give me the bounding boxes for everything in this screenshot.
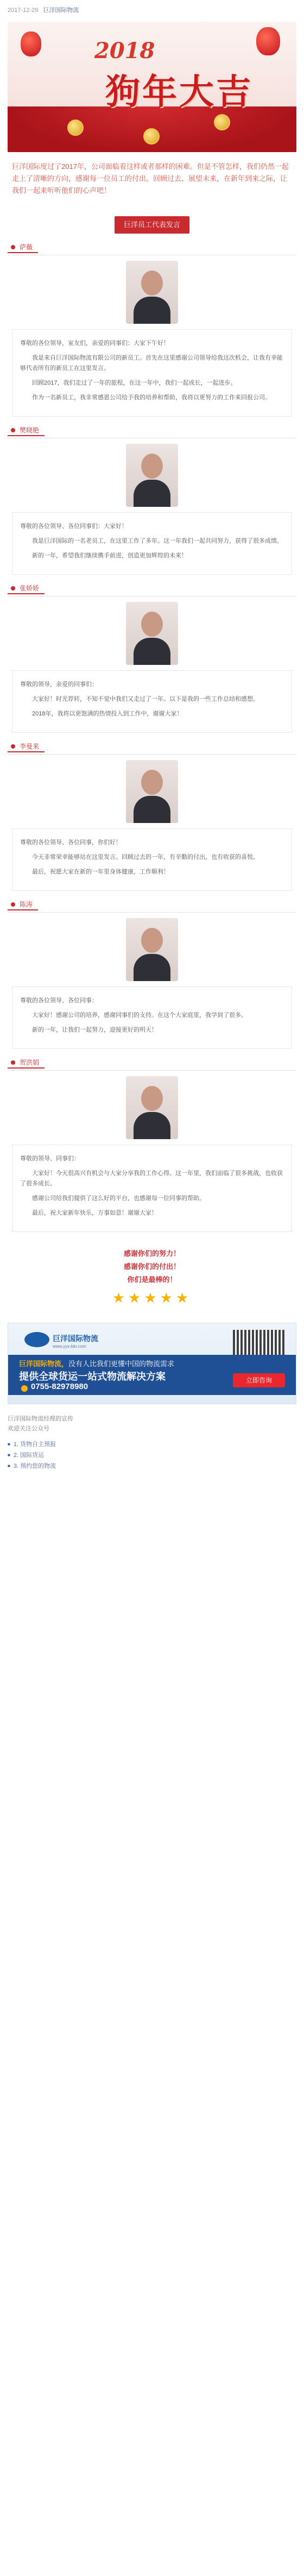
speech-paragraph: 新的一年，让我们一起努力，迎接更好的明天！ <box>32 1027 157 1033</box>
speech-paragraph: 2018年，我将以更饱满的热情投入到工作中，谢谢大家！ <box>32 711 183 717</box>
speech-paragraph: 尊敬的各位领导、各位同事们：大家好！ <box>20 523 128 530</box>
post-footer-line: 欢迎关注公众号 <box>8 1425 49 1432</box>
speaker-header <box>8 241 296 255</box>
lantern-icon <box>256 27 280 55</box>
intro-paragraph: 巨洋国际度过了2017年，公司面临着这样或者那样的困难。但是不管怎样，我们仍然一起走上了清晰的方向，感谢每一位员工的付出。回顾过去，展望未来，在新年到来之际，让我们一起来听听他们的心声吧！ <box>12 162 289 194</box>
ad-tagline <box>19 1358 174 1368</box>
closing-line: 你们是最棒的！ <box>127 1276 177 1284</box>
speaker-header <box>8 582 296 596</box>
banner-slogan: 狗年大吉 <box>105 72 253 112</box>
post-footer-line: 巨洋国际物流经理的宣传 <box>8 1416 73 1422</box>
speech-paragraph: 新的一年，希望我们继续携手前进，创造更加辉煌的未来！ <box>32 552 187 559</box>
speaker-name: 萨薇 <box>8 241 38 253</box>
speaker-header <box>8 424 296 438</box>
ad-brand-url: www.yyx-bkr.com <box>53 1344 86 1349</box>
speaker-name: 陈涛 <box>8 899 38 910</box>
speech-text <box>12 828 292 891</box>
related-link[interactable]: ■ 1. 货物自主预报 <box>8 1439 296 1450</box>
speech-text <box>12 670 292 733</box>
related-link[interactable]: ■ 2. 国际货运 <box>8 1450 296 1461</box>
speaker-photo <box>126 261 178 324</box>
speech-paragraph: 尊敬的各位领导，室友们，亲爱的同事们：大家下午好！ <box>20 340 169 347</box>
new-year-banner <box>8 22 296 152</box>
speech-paragraph: 尊敬的领导、同事们： <box>20 1155 80 1162</box>
speech-paragraph: 我是巨洋国际的一名老员工，在这里工作了多年。这一年我们一起共同努力，获得了很多成绩。 <box>32 538 283 544</box>
post-footer <box>8 1414 296 1434</box>
speech-text <box>12 1145 292 1232</box>
speaker-header <box>8 899 296 913</box>
star-rating: ★★★★★ <box>112 1290 192 1306</box>
article-meta <box>0 0 304 22</box>
speech-paragraph: 大家好！感谢公司的培养，感谢同事们的支持。在这个大家庭里，我学到了很多。 <box>32 1012 247 1019</box>
gold-coin-icon <box>214 114 230 130</box>
banner-year: 2018 <box>94 38 155 64</box>
gold-coin-icon <box>143 128 160 144</box>
company-logo-icon <box>24 1332 49 1347</box>
ad-consult-button[interactable]: 立即咨询 <box>233 1373 285 1387</box>
speech-text <box>12 987 292 1049</box>
publish-date: 2017-12-29 <box>8 7 39 14</box>
speech-paragraph: 最后，祝愿大家在新的一年里身体健康，工作顺利！ <box>32 869 169 875</box>
closing-line: 感谢你们的努力！ <box>123 1249 180 1258</box>
ad-phone: 0755-82978980 <box>31 1382 88 1391</box>
speaker-block <box>0 241 304 417</box>
speech-paragraph: 作为一名新员工，我非常感恩公司给予我的培养和帮助，我将以更努力的工作来回报公司。 <box>32 394 271 401</box>
speech-text <box>12 329 292 417</box>
gold-coin-icon <box>67 120 84 136</box>
speakers-list <box>0 241 304 1232</box>
speaker-name: 张娇娇 <box>8 582 45 594</box>
ad-brand <box>53 1333 98 1349</box>
speaker-photo <box>126 444 178 507</box>
speech-paragraph: 大家好！今天很高兴有机会与大家分享我的工作心得。这一年里，我们面临了很多挑战，也收获了很多成长。 <box>20 1170 283 1187</box>
speech-paragraph: 尊敬的各位领导、各位同事： <box>20 997 98 1004</box>
speech-paragraph: 我是来自巨洋国际物流有限公司的新员工。首先在这里感谢公司领导给我这次机会，让我有幸能够代表所有的新员工在这里发言。 <box>20 355 283 372</box>
speaker-photo <box>126 760 178 823</box>
speech-paragraph: 回顾2017，我们走过了一年的旅程，在这一年中，我们一起成长，一起进步。 <box>32 380 237 386</box>
ad-headline: 提供全球货运一站式物流解决方案 <box>19 1371 166 1382</box>
speaker-block <box>0 1057 304 1232</box>
speaker-block <box>0 899 304 1049</box>
speaker-name: 李曼来 <box>8 740 45 752</box>
speaker-block <box>0 424 304 575</box>
speaker-name: 樊晓艳 <box>8 424 45 436</box>
ad-tagline-text: 没有人比我们更懂中国的物流需求 <box>68 1360 175 1368</box>
related-link[interactable]: ■ 3. 预约您的物流 <box>8 1461 296 1472</box>
speech-paragraph: 最后，祝大家新年快乐，万事如意！谢谢大家！ <box>32 1210 157 1216</box>
speaker-photo <box>126 1076 178 1139</box>
lantern-icon <box>21 32 41 56</box>
speaker-name: 贺洪娟 <box>8 1057 45 1069</box>
speaker-block <box>0 582 304 733</box>
closing-message <box>0 1247 304 1286</box>
speaker-header <box>8 740 296 755</box>
section-title: 巨洋员工代表发言 <box>115 216 189 234</box>
speech-paragraph: 尊敬的领导，亲爱的同事们： <box>20 681 98 688</box>
speaker-photo <box>126 918 178 981</box>
speech-paragraph: 尊敬的各位领导、各位同事，你们好！ <box>20 839 122 846</box>
speech-paragraph: 大家好！时光荐转，不知不觉中我们又走过了一年。以下是我的一些工作总结和感想。 <box>32 696 259 702</box>
account-link[interactable]: 巨洋国际物流 <box>43 7 79 14</box>
speech-text <box>12 512 292 575</box>
advertisement-banner[interactable] <box>8 1323 296 1404</box>
speaker-header <box>8 1057 296 1071</box>
ad-brand-name: 巨洋国际物流 <box>53 1334 98 1343</box>
phone-icon <box>21 1385 28 1392</box>
speaker-photo <box>126 602 178 665</box>
speech-paragraph: 今天非常荣幸能够站在这里发言。回顾过去的一年，有辛勤的付出，也有收获的喜悦。 <box>32 854 259 860</box>
ad-tagline-brand: 巨洋国际物流， <box>19 1360 69 1368</box>
related-links <box>8 1439 296 1472</box>
speaker-block <box>0 740 304 891</box>
closing-line: 感谢你们的付出！ <box>123 1262 180 1271</box>
speech-paragraph: 感谢公司给我们提供了这么好的平台，也感谢每一位同事的帮助。 <box>32 1195 205 1202</box>
